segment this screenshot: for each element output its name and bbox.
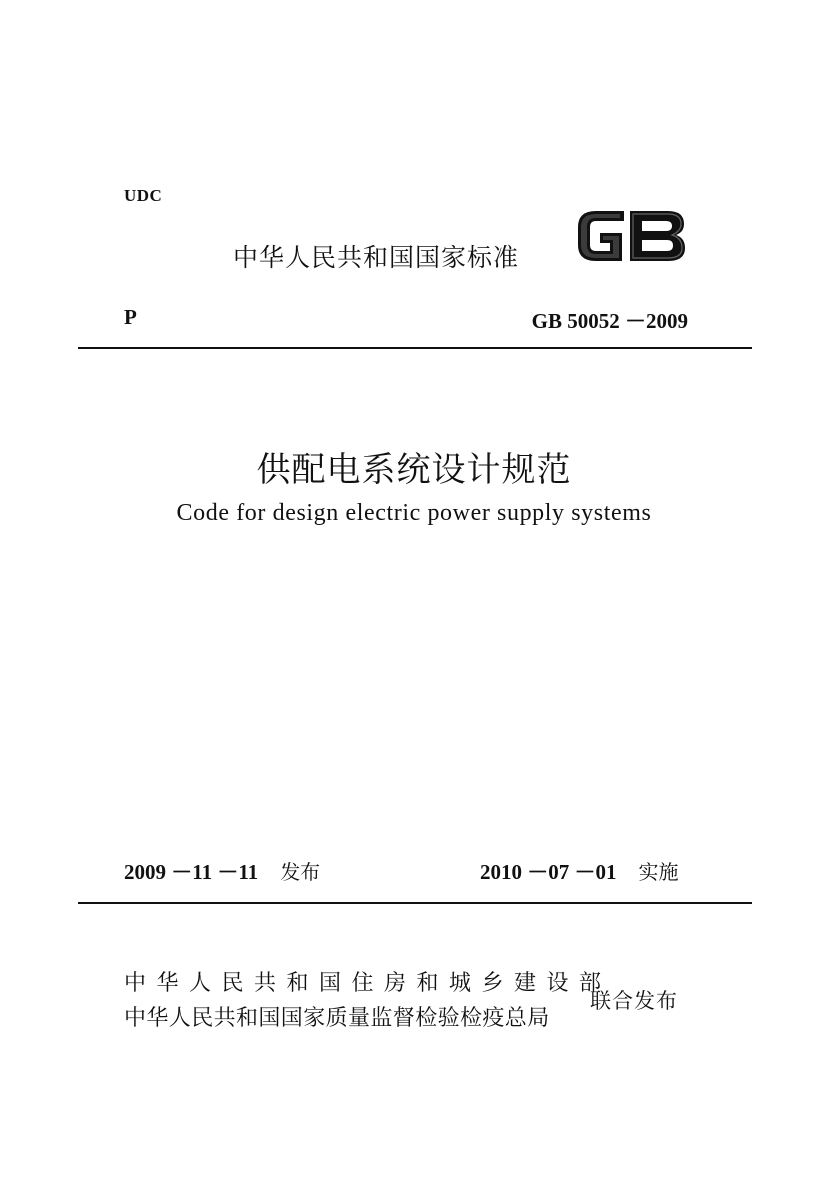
bottom-divider xyxy=(78,902,752,904)
effective-date-block xyxy=(480,856,679,886)
udc-label: UDC xyxy=(124,186,163,205)
effective-label: 实施 xyxy=(638,860,679,884)
standard-number: GB 50052 －2009 xyxy=(531,309,688,333)
issue-date: 2009 －11 －11 xyxy=(124,860,259,884)
document-title-chinese: 供配电系统设计规范 xyxy=(256,450,572,490)
issuer-ministry: 中华人民共和国住房和城乡建设部 xyxy=(124,971,612,996)
document-title-english: Code for design electric power supply systems xyxy=(176,500,652,526)
effective-date: 2010 －07 －01 xyxy=(480,860,617,884)
joint-issue-label: 联合发布 xyxy=(590,989,678,1013)
standard-type-title: 中华人民共和国国家标准 xyxy=(233,243,520,272)
issue-label: 发布 xyxy=(280,860,321,884)
category-code: P xyxy=(124,305,137,329)
gb-logo-icon xyxy=(572,205,690,267)
issue-date-block xyxy=(124,856,320,886)
top-divider xyxy=(78,347,752,349)
issuer-administration: 中华人民共和国国家质量监督检验检疫总局 xyxy=(124,1006,550,1031)
